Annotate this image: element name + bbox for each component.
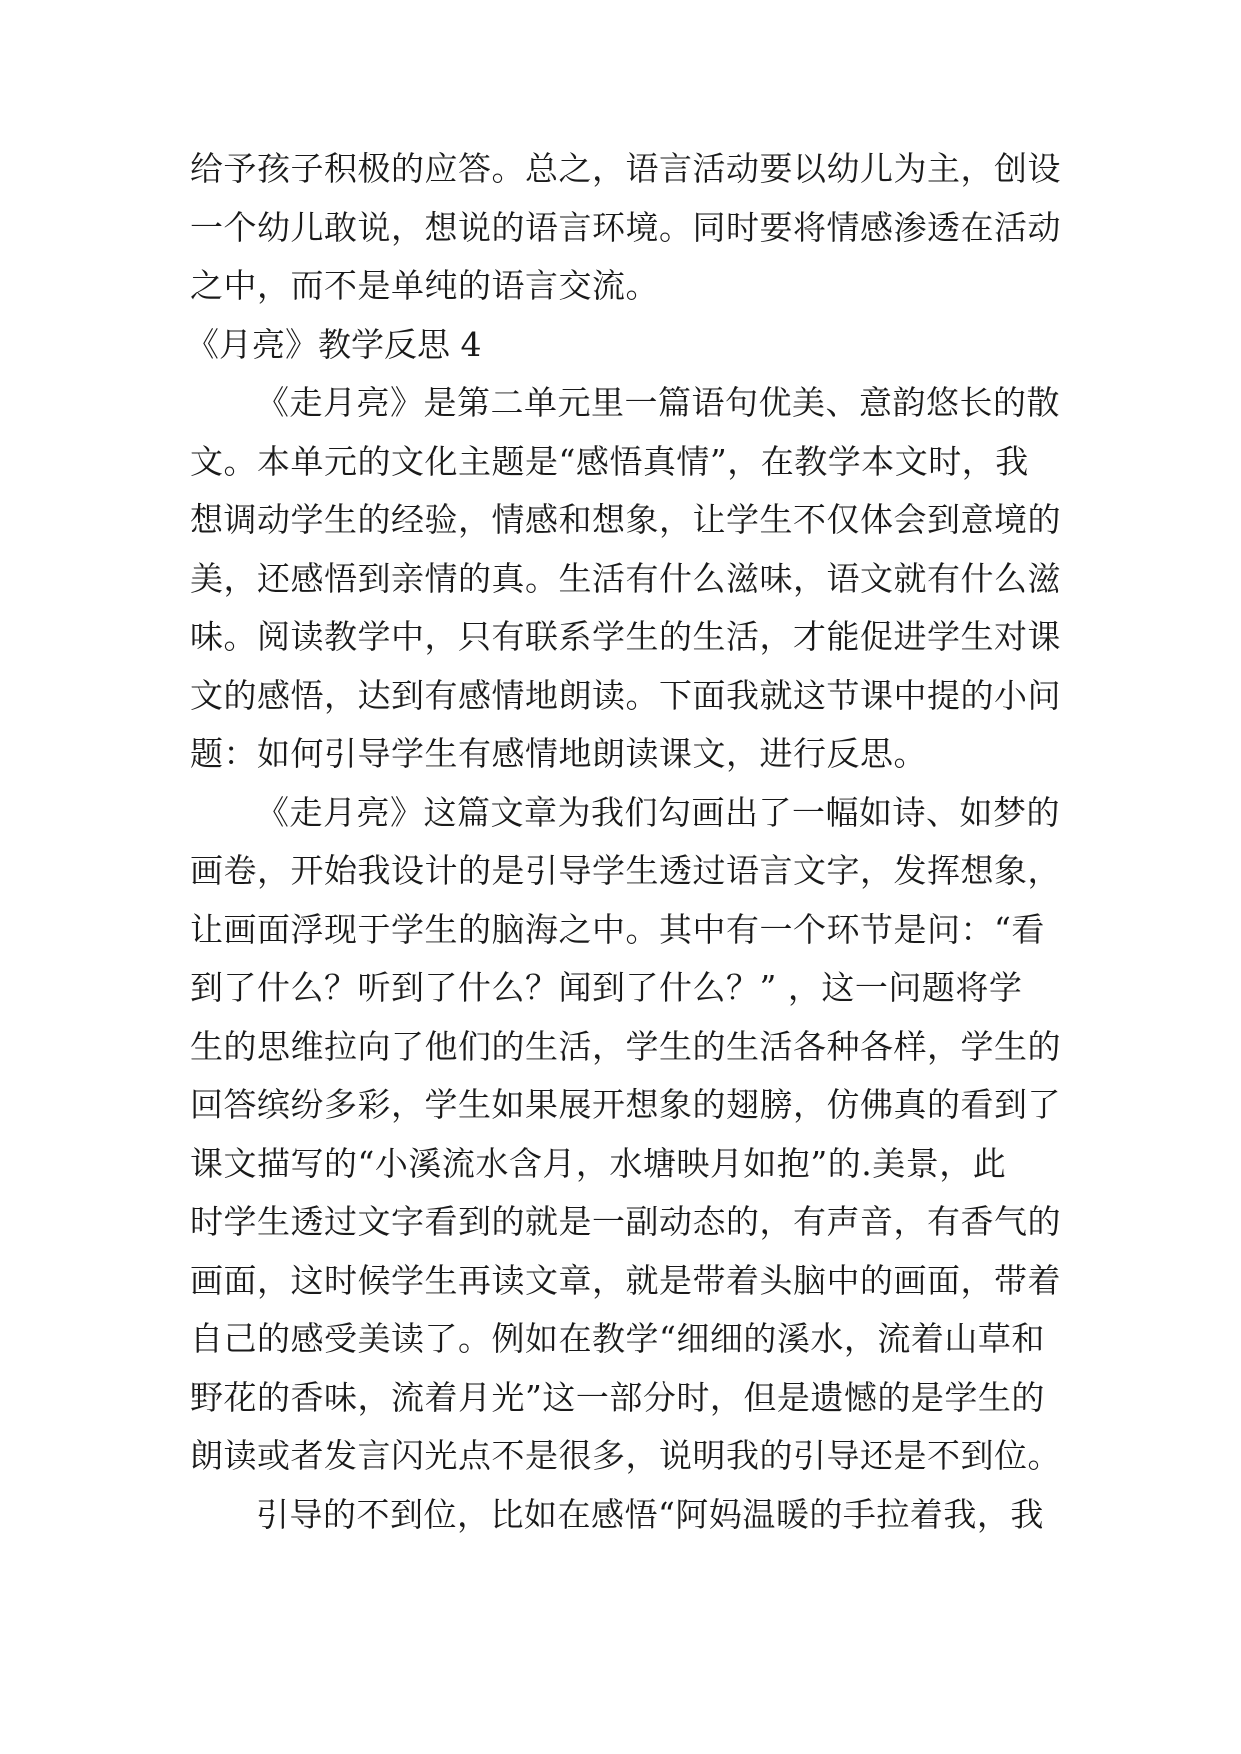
text-line: 到了什么？听到了什么？闻到了什么？” ，这一问题将学 xyxy=(190,968,1023,1007)
text-line: 时学生透过文字看到的就是一副动态的，有声音，有香气的 xyxy=(190,1202,1061,1241)
text-line: 文。本单元的文化主题是“感悟真情”，在教学本文时，我 xyxy=(190,441,1029,481)
text-line: 生的思维拉向了他们的生活，学生的生活各种各样，学生的 xyxy=(190,1026,1061,1066)
text-line: 《走月亮》这篇文章为我们勾画出了一幅如诗、如梦的 xyxy=(256,792,1060,832)
text-line: 题：如何引导学生有感情地朗读课文，进行反思。 xyxy=(190,734,927,773)
paragraph-3 xyxy=(190,1486,1070,1545)
text-line: 给予孩子积极的应答。总之，语言活动要以幼儿为主，创设 xyxy=(190,149,1061,188)
text-line: 野花的香味，流着月光”这一部分时，但是遗憾的是学生的 xyxy=(190,1377,1045,1417)
paragraph-2 xyxy=(190,784,1070,1486)
text-line: 画卷，开始我设计的是引导学生透过语言文字，发挥想象， xyxy=(190,851,1061,890)
text-line: 想调动学生的经验，情感和想象，让学生不仅体会到意境的 xyxy=(190,500,1061,539)
text-line: 美，还感悟到亲情的真。生活有什么滋味，语文就有什么滋 xyxy=(190,558,1061,598)
text-line: 味。阅读教学中，只有联系学生的生活，才能促进学生对课 xyxy=(190,617,1061,656)
text-line: 回答缤纷多彩，学生如果展开想象的翅膀，仿佛真的看到了 xyxy=(190,1085,1061,1124)
section-heading: 《月亮》教学反思 4 xyxy=(186,324,482,364)
paragraph-1 xyxy=(190,374,1070,784)
text-line: 之中，而不是单纯的语言交流。 xyxy=(190,266,659,305)
text-line: 《走月亮》是第二单元里一篇语句优美、意韵悠长的散 xyxy=(256,383,1060,422)
text-line: 画面，这时候学生再读文章，就是带着头脑中的画面，带着 xyxy=(190,1260,1061,1300)
text-line: 让画面浮现于学生的脑海之中。其中有一个环节是问：“看 xyxy=(190,909,1045,949)
text-line: 一个幼儿敢说，想说的语言环境。同时要将情感渗透在活动 xyxy=(190,207,1061,247)
text-line: 文的感悟，达到有感情地朗读。下面我就这节课中提的小问 xyxy=(190,675,1061,715)
text-line: 引导的不到位，比如在感悟“阿妈温暖的手拉着我，我 xyxy=(256,1494,1044,1534)
document-page xyxy=(186,140,1070,1544)
text-line: 自己的感受美读了。例如在教学“细细的溪水，流着山草和 xyxy=(190,1319,1045,1358)
text-line: 朗读或者发言闪光点不是很多，说明我的引导还是不到位。 xyxy=(190,1436,1061,1475)
text-line: 课文描写的“小溪流水含月，水塘映月如抱”的.美景，此 xyxy=(190,1143,1007,1183)
paragraph-continued xyxy=(190,140,1070,316)
